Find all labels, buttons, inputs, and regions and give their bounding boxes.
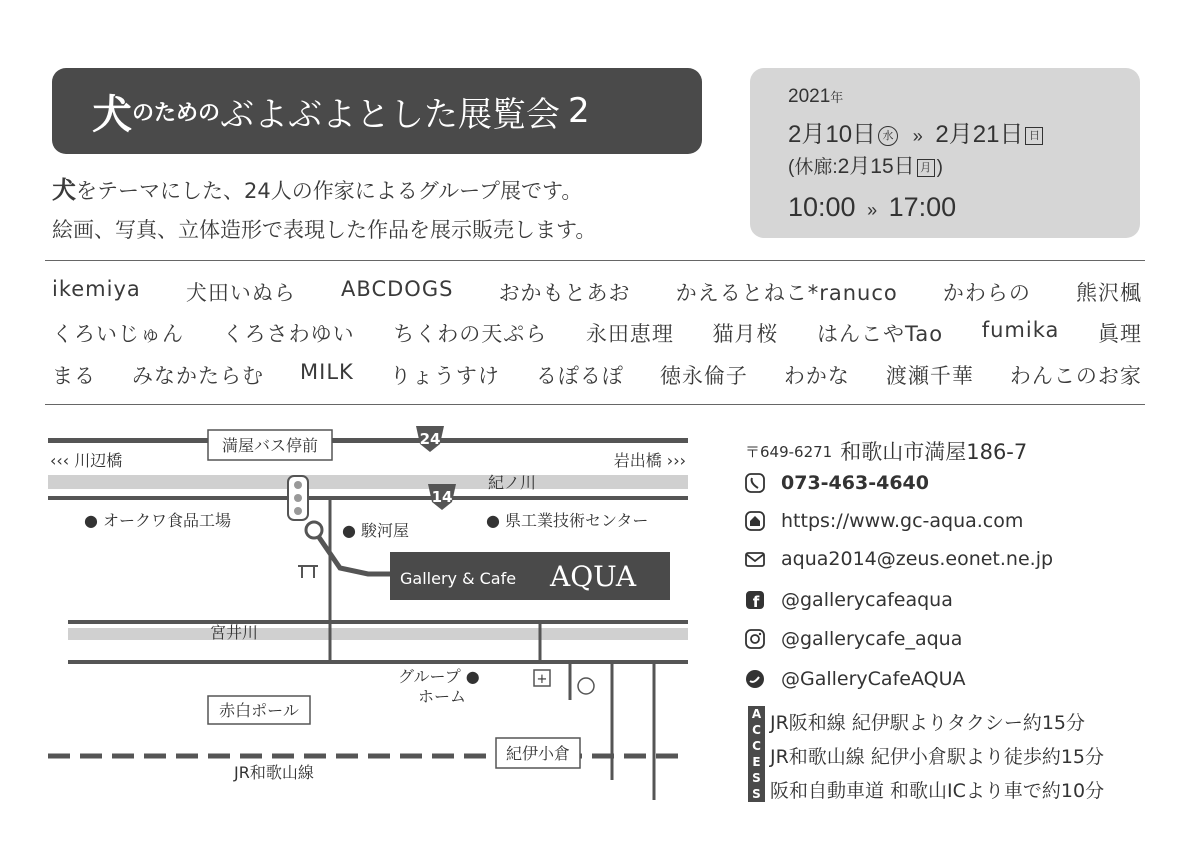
artist-name: りょうすけ — [389, 364, 500, 388]
end-date: 2月21日 — [935, 121, 1024, 148]
artist-name: わかな — [783, 364, 850, 388]
email-line — [745, 548, 1053, 570]
artist-row — [52, 277, 1142, 307]
jr-line-label: JR和歌山線 — [234, 763, 314, 782]
kenkogyo-label: ● 県工業技術センター — [486, 511, 649, 530]
artist-name: 渡瀬千華 — [885, 364, 974, 388]
access-letter: C — [752, 723, 761, 737]
facebook-icon — [745, 590, 765, 610]
instagram-handle[interactable]: @gallerycafe_aqua — [781, 628, 963, 650]
artist-name: はんこやTao — [817, 322, 944, 346]
group-home-label-2: ホーム — [418, 687, 467, 706]
artist-name: ikemiya — [52, 277, 141, 301]
website-link[interactable]: https://www.gc-aqua.com — [781, 510, 1024, 532]
address: 和歌山市満屋186-7 — [840, 440, 1028, 464]
divider-bottom — [45, 404, 1145, 405]
road-lower — [68, 660, 688, 664]
home-icon — [745, 511, 765, 531]
svg-text:f: f — [752, 593, 760, 610]
road-top — [48, 438, 688, 443]
svg-text:+: + — [536, 672, 548, 687]
start-day-badge: 水 — [878, 126, 898, 146]
artist-name: 眞理 — [1098, 322, 1142, 346]
end-day-badge: 日 — [1025, 127, 1043, 145]
title-part4: 2 — [568, 91, 590, 131]
title-part3: ぶよぶよとした展覧会 — [220, 94, 561, 135]
year-line — [788, 86, 843, 108]
intro-line-1 — [52, 170, 582, 205]
year-unit: 年 — [830, 90, 844, 105]
closed-date: 2月15日 — [837, 155, 915, 178]
gallery-label: Gallery & Cafe — [400, 569, 517, 588]
kinokawa-label: 紀ノ川 — [488, 473, 537, 492]
iwade-label: 岩出橋 ››› — [613, 451, 686, 470]
instagram-line — [745, 628, 962, 650]
title-part1: 犬 — [92, 91, 132, 138]
hours-arrow-icon: » — [867, 200, 878, 220]
postal-code: 〒649-6271 — [745, 442, 833, 461]
year: 2021 — [788, 86, 831, 107]
phone-number[interactable]: 073-463-4640 — [781, 472, 929, 494]
arrow-icon: » — [912, 126, 923, 146]
artist-name: みなかたらむ — [132, 364, 265, 388]
gallery-pin-icon — [306, 522, 322, 538]
access-line-2: JR和歌山線 紀伊小倉駅より徒歩約15分 — [770, 746, 1105, 768]
facebook-line — [745, 589, 953, 611]
hours-end: 17:00 — [888, 192, 957, 222]
artist-name: 猫月桜 — [712, 322, 779, 346]
gallery-name: AQUA — [550, 560, 637, 593]
email-link[interactable]: aqua2014@zeus.eonet.ne.jp — [781, 548, 1054, 570]
divider-top — [45, 260, 1145, 261]
group-home-label-1: グループ ● — [398, 667, 480, 686]
access-map — [40, 420, 720, 820]
start-date: 2月10日 — [788, 121, 877, 148]
access-letter: S — [752, 771, 761, 785]
closed-suffix: ) — [936, 157, 943, 178]
access-letter: E — [752, 755, 761, 769]
twitter-handle[interactable]: @GalleryCafeAQUA — [781, 668, 966, 690]
artist-row — [52, 318, 1142, 348]
kawabe-label: ‹‹‹ 川辺橋 — [50, 451, 123, 470]
artist-name: わんこのお家 — [1009, 364, 1142, 388]
twitter-line — [745, 668, 965, 690]
phone-icon — [745, 473, 765, 493]
artist-name: 熊沢楓 — [1076, 281, 1142, 305]
bus-stop-label: 満屋バス停前 — [221, 436, 319, 455]
akashiro-label: 赤白ポール — [219, 701, 299, 720]
artist-name: おかもとあお — [498, 281, 631, 305]
artist-name: 徳永倫子 — [659, 364, 748, 388]
hours-start: 10:00 — [788, 192, 856, 222]
date-box — [750, 68, 1140, 238]
access-letter: C — [752, 739, 761, 753]
closed-day-badge: 月 — [917, 159, 935, 177]
river-miyai-top — [68, 620, 688, 624]
artist-name: くろさわゆい — [222, 322, 355, 346]
title-part2: のための — [132, 100, 221, 126]
shrine-icon — [298, 566, 318, 578]
artist-name: かわらの — [942, 281, 1031, 305]
mail-icon — [745, 549, 765, 569]
facebook-handle[interactable]: @gallerycafeaqua — [781, 589, 953, 611]
period-line — [788, 114, 1045, 149]
artist-name: くろいじゅん — [52, 322, 184, 346]
artist-row — [52, 360, 1142, 390]
river-miyai — [68, 628, 688, 640]
station-label: 紀伊小倉 — [505, 744, 571, 763]
artist-name: 永田恵理 — [585, 322, 674, 346]
artist-name: 犬田いぬら — [185, 281, 296, 305]
surugaya-label: ● 駿河屋 — [342, 521, 410, 540]
closed-prefix: (休廊: — [788, 157, 838, 178]
closed-line — [788, 150, 943, 180]
phone-line — [745, 472, 929, 494]
artist-name: fumika — [981, 318, 1060, 342]
road-14 — [48, 496, 688, 500]
access-label-bar — [748, 706, 765, 802]
access-letter: S — [752, 787, 761, 801]
intro-text-1: をテーマにした、24人の作家によるグループ展です。 — [76, 179, 583, 203]
access-line-3: 阪和自動車道 和歌山ICより車で約10分 — [770, 780, 1105, 802]
artist-name: ABCDOGS — [341, 277, 454, 301]
web-line — [745, 510, 1023, 532]
instagram-icon — [745, 629, 765, 649]
artist-name: ちくわの天ぷら — [393, 322, 548, 346]
artist-name: るぽるぽ — [535, 364, 624, 388]
post-office-icon — [578, 678, 594, 694]
miyaigawa-label: 宮井川 — [210, 623, 259, 642]
artist-name: MILK — [300, 360, 354, 384]
hours-line — [788, 192, 956, 223]
access-line-1: JR阪和線 紀伊駅よりタクシー約15分 — [770, 712, 1086, 734]
twitter-icon — [745, 669, 765, 689]
artist-name: まる — [52, 364, 96, 388]
intro-bold: 犬 — [52, 176, 76, 204]
address-line — [745, 436, 1027, 466]
artist-name: かえるとねこ*ranuco — [675, 281, 898, 305]
route-24-label: 24 — [419, 430, 441, 448]
okukwa-label: ● オークワ食品工場 — [84, 511, 232, 530]
river-band — [48, 475, 688, 489]
route-14-label: 14 — [431, 488, 453, 506]
access-letter: A — [751, 707, 762, 721]
title-banner — [52, 68, 702, 154]
intro-line-2: 絵画、写真、立体造形で表現した作品を展示販売します。 — [52, 218, 597, 242]
